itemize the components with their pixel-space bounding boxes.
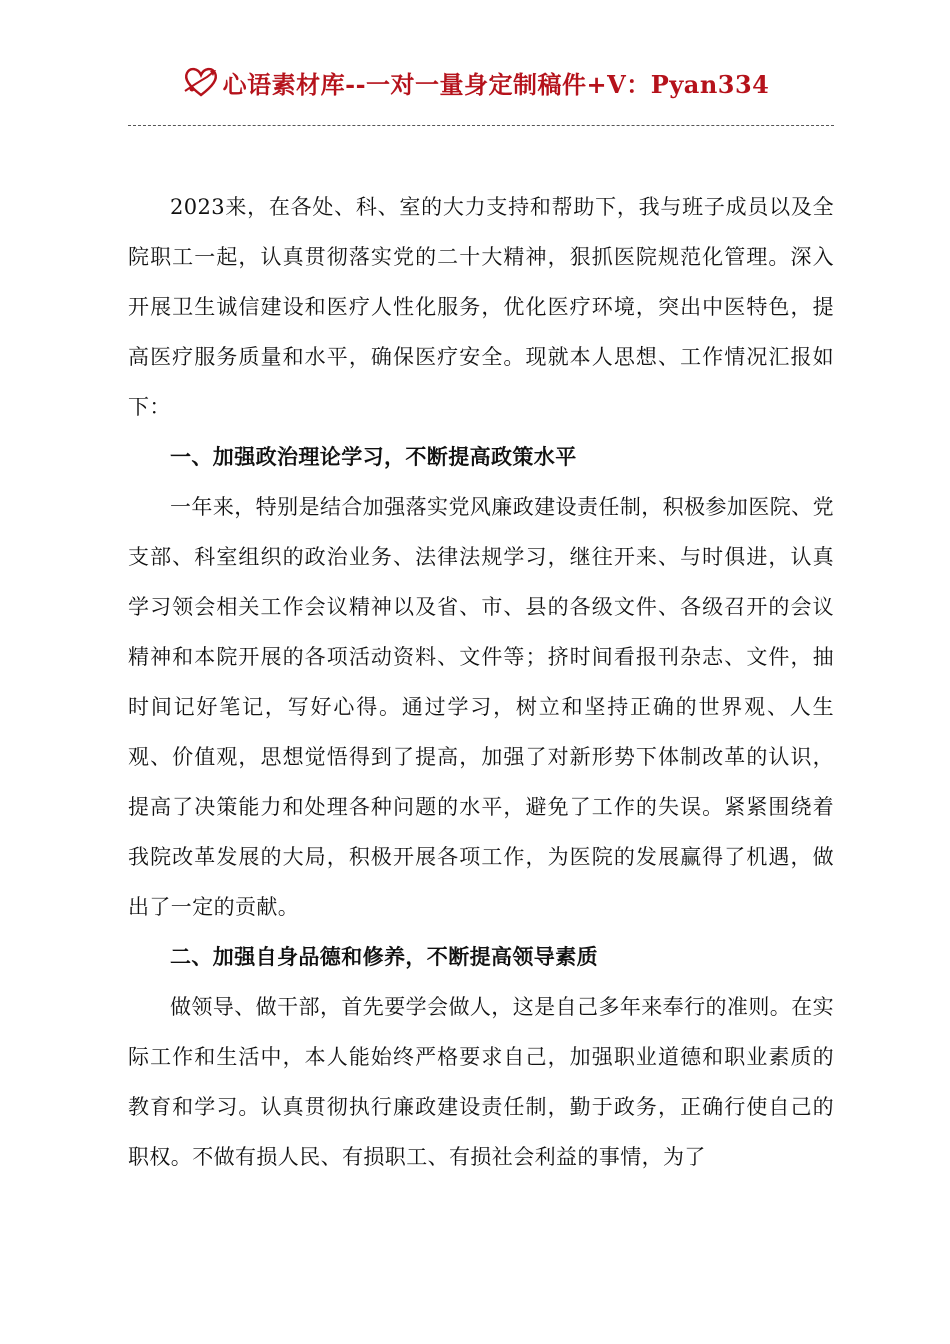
section-2-heading: 二、加强自身品德和修养，不断提高领导素质 [170,944,598,969]
section-1-paragraph: 一年来，特别是结合加强落实党风廉政建设责任制，积极参加医院、党支部、科室组织的政治业务、法律法规学习，继往开来、与时俱进，认真学习领会相关工作会议精神以及省、市、县的各级文件、各级召开的会议精神和本院开展的各项活动资料、文件等；挤时间看报刊杂志、文件，抽时间记好笔记，写好心得。通过学习，树立和坚持正确的世界观、人生观、价值观，思想觉悟得到了提高，加强了对新形势下体制改革的认识，提高了决策能力和处理各种问题的水平，避免了工作的失误。紧紧围绕着我院改革发展的大局，积极开展各项工作，为医院的发展赢得了机遇，做出了一定的贡献。 [128,495,834,919]
header-separator: -- [345,69,367,99]
section-1-heading: 一、加强政治理论学习，不断提高政策水平 [170,444,577,469]
intro-paragraph: 2023来，在各处、科、室的大力支持和帮助下，我与班子成员以及全院职工一起，认真贯彻落实党的二十大精神，狠抓医院规范化管理。深入开展卫生诚信建设和医疗人性化服务，优化医疗环境，突出中医特色，提高医疗服务质量和水平，确保医疗安全。现就本人思想、工作情况汇报如下： [128,195,834,419]
page-header [0,60,950,104]
header-slogan: 一对一量身定制稿件 [366,69,587,99]
brand-name: 心语素材库 [222,70,346,99]
header-title [223,65,770,100]
header-divider [128,125,834,126]
section-2-paragraph: 做领导、做干部，首先要学会做人，这是自己多年来奉行的准则。在实际工作和生活中，本人能始终严格要求自己，加强职业道德和职业素质的教育和学习。认真贯彻执行廉政建设责任制，勤于政务，正确行使自己的职权。不做有损人民、有损职工、有损社会利益的事情，为了 [128,995,834,1169]
header-contact: +V：Pyan334 [586,69,770,99]
heart-logo-icon [181,64,221,100]
document-body [128,182,834,1182]
